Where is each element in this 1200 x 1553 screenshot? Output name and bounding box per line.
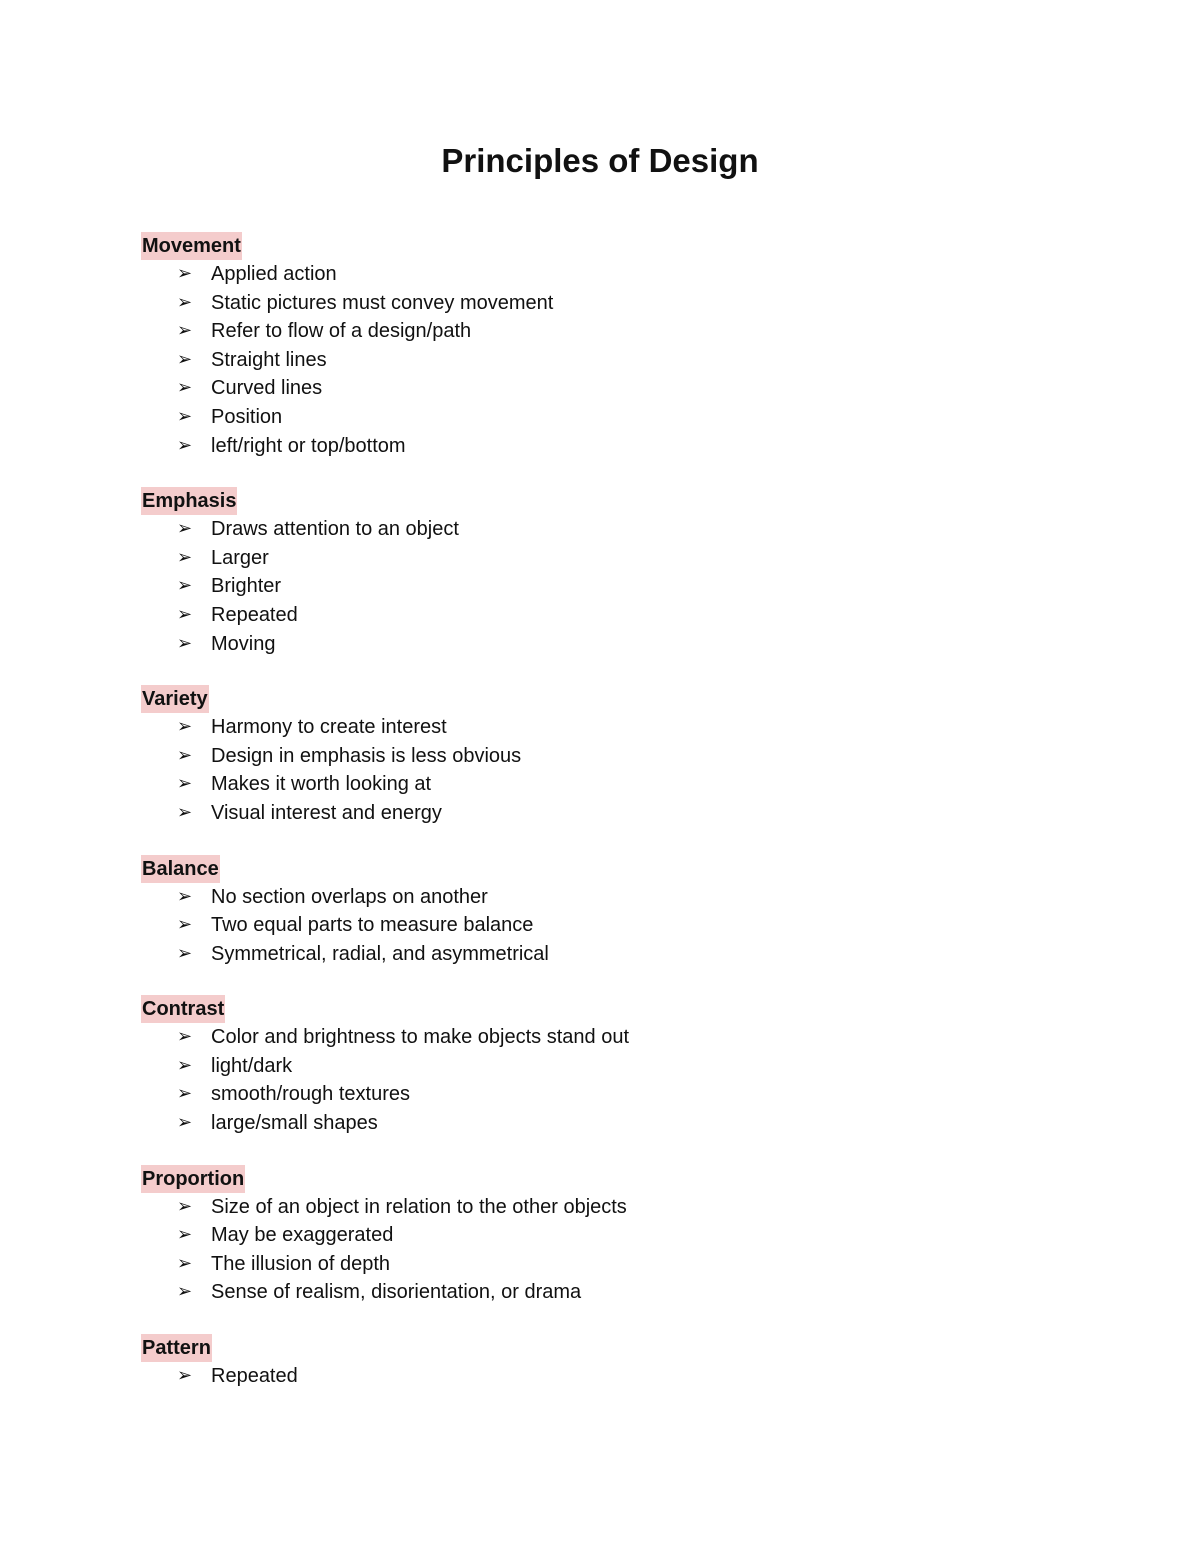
section-heading: Proportion (141, 1165, 245, 1193)
list-item-text: Curved lines (211, 377, 323, 400)
list-item (177, 1052, 1041, 1081)
list-item-text: No section overlaps on another (211, 885, 488, 908)
list-item-text: The illusion of depth (211, 1252, 391, 1275)
list-item (177, 515, 1041, 544)
arrowhead-bullet-icon: ➢ (177, 405, 193, 427)
list-item-text: Color and brightness to make objects stand out (211, 1026, 630, 1049)
bullet-list (141, 1362, 1041, 1391)
section-heading: Pattern (141, 1334, 212, 1362)
list-item-text: Repeated (211, 603, 298, 626)
arrowhead-bullet-icon: ➢ (177, 348, 193, 370)
list-item-text: Applied action (211, 263, 337, 285)
bullet-list (141, 515, 1041, 658)
arrowhead-bullet-icon: ➢ (177, 801, 193, 823)
arrowhead-bullet-icon: ➢ (177, 773, 193, 795)
arrowhead-bullet-icon: ➢ (177, 1054, 193, 1076)
bullet-list (141, 883, 1041, 969)
list-item (177, 289, 1041, 318)
list-item (177, 432, 1041, 461)
section-balance (141, 855, 1041, 969)
list-item-text: Visual interest and energy (211, 801, 442, 824)
list-item-text: Size of an object in relation to the other objects (211, 1195, 627, 1218)
list-item-text: light/dark (211, 1054, 293, 1077)
list-item-text: Design in emphasis is less obvious (211, 744, 522, 767)
list-item (177, 317, 1041, 346)
list-item-text: Static pictures must convey movement (211, 291, 554, 314)
arrowhead-bullet-icon: ➢ (177, 603, 193, 625)
section-pattern (141, 1334, 1041, 1391)
list-item (177, 883, 1041, 912)
list-item-text: Brighter (211, 575, 282, 598)
list-item (177, 742, 1041, 771)
section-variety (141, 685, 1041, 827)
list-item-text: Moving (211, 632, 276, 655)
section-heading: Balance (141, 855, 220, 883)
section-heading: Emphasis (141, 487, 237, 515)
list-item (177, 940, 1041, 969)
list-item (177, 1278, 1041, 1307)
list-item (177, 601, 1041, 630)
list-item (177, 1362, 1041, 1391)
list-item-text: Repeated (211, 1365, 298, 1388)
arrowhead-bullet-icon: ➢ (177, 632, 193, 654)
list-item (177, 770, 1041, 799)
list-item-text: Two equal parts to measure balance (211, 914, 534, 937)
section-emphasis (141, 487, 1041, 658)
arrowhead-bullet-icon: ➢ (177, 377, 193, 399)
arrowhead-bullet-icon: ➢ (177, 320, 193, 342)
arrowhead-bullet-icon: ➢ (177, 434, 193, 456)
list-item (177, 544, 1041, 573)
list-item (177, 374, 1041, 403)
arrowhead-bullet-icon: ➢ (177, 1026, 193, 1048)
arrowhead-bullet-icon: ➢ (177, 518, 193, 540)
arrowhead-bullet-icon: ➢ (177, 744, 193, 766)
list-item-text: Larger (211, 546, 269, 569)
list-item-text: large/small shapes (211, 1112, 378, 1135)
list-item-text: Straight lines (211, 348, 327, 371)
list-item-text: Makes it worth looking at (211, 773, 432, 796)
list-item-text: Symmetrical, radial, and asymmetrical (211, 942, 549, 965)
page-title: Principles of Design (441, 142, 759, 179)
list-item-text: left/right or top/bottom (211, 434, 406, 457)
bullet-list (141, 1193, 1041, 1307)
list-item (177, 403, 1041, 432)
arrowhead-bullet-icon: ➢ (177, 716, 193, 738)
list-item-text: smooth/rough textures (211, 1083, 410, 1106)
arrowhead-bullet-icon: ➢ (177, 1112, 193, 1134)
arrowhead-bullet-icon: ➢ (177, 885, 193, 907)
section-heading: Variety (141, 685, 209, 713)
bullet-list (141, 713, 1041, 827)
list-item (177, 1109, 1041, 1138)
list-item (177, 572, 1041, 601)
arrowhead-bullet-icon: ➢ (177, 1365, 193, 1387)
bullet-list (141, 260, 1041, 460)
arrowhead-bullet-icon: ➢ (177, 1252, 193, 1274)
arrowhead-bullet-icon: ➢ (177, 1281, 193, 1303)
sections-container (141, 232, 1041, 1418)
section-heading: Contrast (141, 995, 225, 1023)
section-proportion (141, 1165, 1041, 1307)
arrowhead-bullet-icon: ➢ (177, 575, 193, 597)
list-item-text: Sense of realism, disorientation, or drama (211, 1281, 582, 1304)
list-item (177, 911, 1041, 940)
section-contrast (141, 995, 1041, 1137)
list-item-text: Harmony to create interest (211, 716, 447, 739)
arrowhead-bullet-icon: ➢ (177, 291, 193, 313)
list-item (177, 713, 1041, 742)
arrowhead-bullet-icon: ➢ (177, 942, 193, 964)
list-item (177, 346, 1041, 375)
arrowhead-bullet-icon: ➢ (177, 914, 193, 936)
arrowhead-bullet-icon: ➢ (177, 1224, 193, 1246)
list-item-text: Draws attention to an object (211, 518, 459, 541)
list-item (177, 1023, 1041, 1052)
bullet-list (141, 1023, 1041, 1137)
list-item (177, 1221, 1041, 1250)
list-item-text: Position (211, 405, 283, 428)
list-item (177, 630, 1041, 659)
arrowhead-bullet-icon: ➢ (177, 546, 193, 568)
list-item (177, 1250, 1041, 1279)
arrowhead-bullet-icon: ➢ (177, 1195, 193, 1217)
arrowhead-bullet-icon: ➢ (177, 1083, 193, 1105)
list-item-text: Refer to flow of a design/path (211, 320, 472, 343)
list-item (177, 1193, 1041, 1222)
list-item-text: May be exaggerated (211, 1224, 394, 1247)
list-item (177, 260, 1041, 289)
arrowhead-bullet-icon: ➢ (177, 263, 193, 284)
section-movement (141, 232, 1041, 460)
section-heading: Movement (141, 232, 242, 260)
list-item (177, 1080, 1041, 1109)
list-item (177, 799, 1041, 828)
